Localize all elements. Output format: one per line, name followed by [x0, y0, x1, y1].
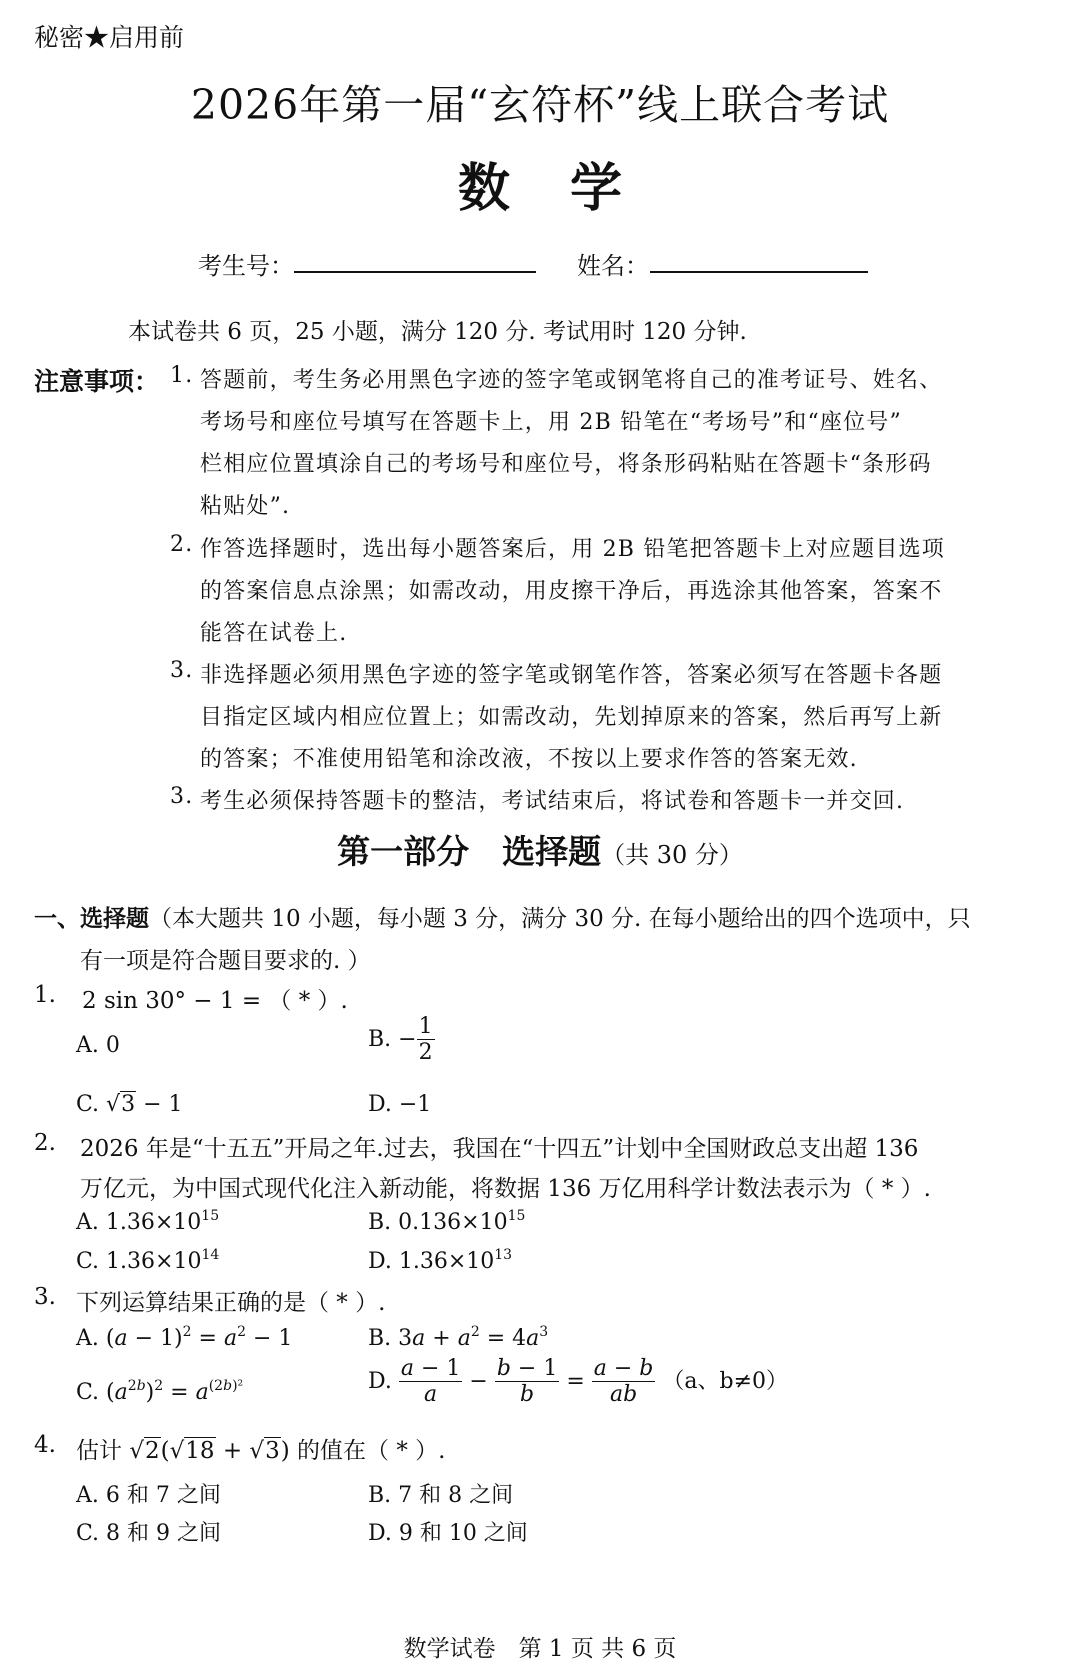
question-number: 2. — [34, 1130, 56, 1156]
q4-option-d: D. 9 和 10 之间 — [368, 1521, 528, 1546]
notice-item-number: 3. — [170, 658, 194, 683]
q2-option-c — [76, 1247, 219, 1274]
numerator: 1 — [418, 1014, 433, 1039]
option-label: A. — [76, 1326, 106, 1351]
exam-title: 2026年第一届“玄符杯”线上联合考试 — [190, 81, 890, 129]
question-number: 4. — [34, 1432, 56, 1458]
option-label: D. — [368, 1368, 399, 1394]
notice-line: 的答案信息点涂黑；如需改动，用皮擦干净后，再选涂其他答案，答案不 — [200, 579, 943, 604]
notice-heading: 注意事项： — [34, 367, 160, 396]
notice-line: 考场号和座位号填写在答题卡上，用 2B 铅笔在“考场号”和“座位号” — [200, 410, 902, 435]
q1-option-a: A. 0 — [76, 1033, 120, 1058]
part-one-points: （共 30 分） — [601, 841, 743, 869]
question-number: 1. — [34, 982, 56, 1008]
option-text: B. 0.136×10 — [368, 1210, 508, 1235]
question-4-stem: 估计 √2(√18 + √3) 的值在（ * ）. — [76, 1438, 446, 1464]
question-number: 3. — [34, 1284, 56, 1310]
q4-option-b: B. 7 和 8 之间 — [368, 1483, 514, 1508]
notice-line: 栏相应位置填涂自己的考场号和座位号，将条形码粘贴在答题卡“条形码 — [200, 452, 932, 477]
notice-line: 答题前，考生务必用黑色字迹的签字笔或钢笔将自己的准考证号、姓名、 — [200, 368, 943, 393]
section-one-desc-cont: 有一项是符合题目要求的. ） — [80, 948, 371, 974]
question-3-stem: 下列运算结果正确的是（ * ）. — [76, 1290, 386, 1316]
exam-number-blank — [294, 271, 536, 273]
q3-option-c: C. $(a^{2b})^2 = a^{(2b)^2}$ — [76, 1378, 244, 1405]
option-text: C. 1.36×10 — [76, 1249, 202, 1274]
fraction: $\frac{a - b}{ab}$ — [593, 1356, 654, 1408]
q1-option-b — [368, 1014, 435, 1066]
notice-line: 粘贴处”. — [200, 494, 291, 519]
notice-item-number: 3. — [170, 784, 194, 809]
section-one-desc: （本大题共 10 小题，每小题 3 分，满分 30 分. 在每小题给出的四个选项中，只 — [149, 906, 971, 932]
exponent: 13 — [494, 1247, 513, 1263]
stem-suffix: 的值在（ * ）. — [289, 1438, 446, 1464]
option-condition: （a、b≠0） — [662, 1368, 789, 1394]
exponent: 15 — [507, 1208, 526, 1224]
q1-option-c-prefix: C. — [76, 1092, 107, 1117]
notice-line: 的答案；不准使用铅笔和涂改液，不按以上要求作答的答案无效. — [200, 747, 858, 772]
question-2-stem-cont: 万亿元，为中国式现代化注入新动能，将数据 136 万亿用科学计数法表示为（ * ）. — [80, 1176, 931, 1202]
option-label: B. — [368, 1326, 399, 1351]
q3-option-d: D. $\frac{a - 1}{a}$ − $\frac{b - 1}{b}$ = $\frac{a - b}{ab}$ （a、b≠0） — [368, 1356, 789, 1408]
question-2-stem: 2026 年是“十五五”开局之年.过去，我国在“十四五”计划中全国财政总支出超 136 — [80, 1136, 919, 1162]
denominator: 2 — [418, 1040, 433, 1066]
q4-option-c: C. 8 和 9 之间 — [76, 1521, 222, 1546]
q1-option-b-prefix: B. − — [368, 1026, 417, 1052]
option-text: D. 1.36×10 — [368, 1249, 495, 1274]
notice-line: 能答在试卷上. — [200, 621, 348, 646]
q1-option-c-suffix: − 1 — [136, 1092, 183, 1117]
exam-intro: 本试卷共 6 页，25 小题，满分 120 分. 考试用时 120 分钟. — [128, 319, 747, 345]
section-one-label: 一、选择题 — [34, 905, 149, 932]
q4-option-a: A. 6 和 7 之间 — [76, 1483, 221, 1508]
q2-option-d — [368, 1247, 512, 1274]
stem-prefix: 估计 — [76, 1438, 130, 1464]
option-label: C. — [76, 1380, 107, 1405]
question-1-stem: 2 sin 30° − 1 = （ * ）. — [82, 988, 348, 1014]
exam-number-label: 考生号： — [198, 252, 294, 280]
notice-item-number: 1. — [170, 363, 194, 388]
option-text: A. 1.36×10 — [76, 1210, 202, 1235]
name-label: 姓名： — [577, 252, 649, 280]
exponent: 15 — [201, 1208, 220, 1224]
subject-title: 数学 — [457, 158, 682, 219]
notice-line: 目指定区域内相应位置上；如需改动，先划掉原来的答案，然后再写上新 — [200, 705, 943, 730]
name-blank — [650, 271, 868, 273]
notice-line: 非选择题必须用黑色字迹的签字笔或钢笔作答，答案必须写在答题卡各题 — [200, 663, 943, 688]
q3-option-a: A. $(a - 1)^2 = a^2 - 1$ — [76, 1324, 293, 1351]
q2-option-a — [76, 1208, 219, 1235]
part-one-title — [0, 826, 1080, 873]
notice-line: 作答选择题时，选出每小题答案后，用 2B 铅笔把答题卡上对应题目选项 — [200, 537, 945, 562]
page-footer: 数学试卷 第 1 页 共 6 页 — [403, 1636, 677, 1662]
notice-item-number: 2. — [170, 532, 194, 557]
part-one-label: 第一部分 选择题 — [337, 832, 602, 871]
confidential-label: 秘密★启用前 — [34, 23, 185, 52]
section-one-heading — [34, 900, 971, 933]
q3-option-b: B. $3a + a^2 = 4a^3$ — [368, 1324, 549, 1351]
q2-option-b — [368, 1208, 525, 1235]
exponent: 14 — [201, 1247, 220, 1263]
q1-option-c: C. √3 − 1 — [76, 1092, 183, 1117]
q1-option-d: D. −1 — [368, 1092, 432, 1117]
fraction — [417, 1014, 435, 1066]
fraction: $\frac{a - 1}{a}$ — [400, 1356, 461, 1408]
radicand: 3 — [121, 1092, 136, 1117]
notice-line: 考生必须保持答题卡的整洁，考试结束后，将试卷和答题卡一并交回. — [200, 789, 905, 814]
fraction: $\frac{b - 1}{b}$ — [496, 1356, 558, 1408]
